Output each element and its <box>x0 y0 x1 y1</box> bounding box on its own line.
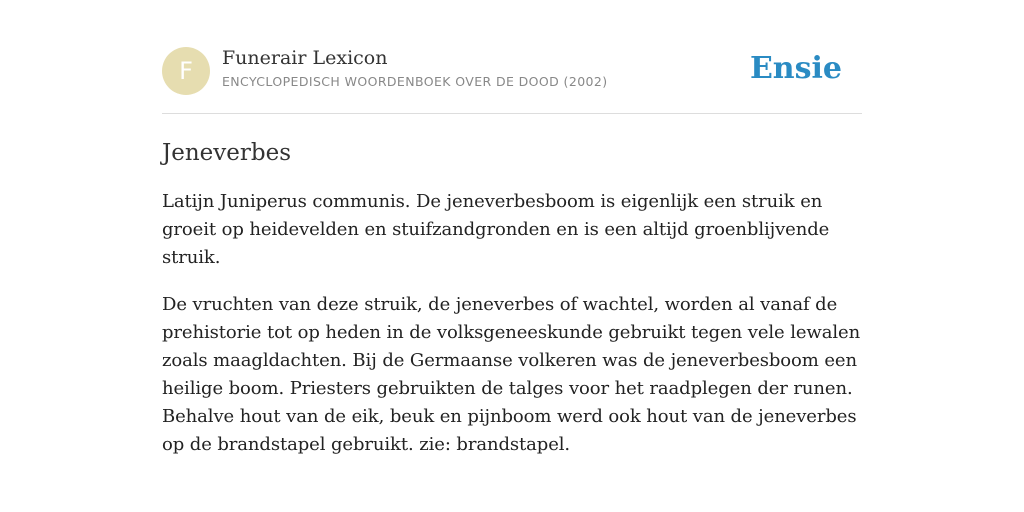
entry-paragraph: Latijn Juniperus communis. De jeneverbesboom is eigenlijk een struik en groeit op heidevelden en stuifzandgronden en is een altijd groenblijvende struik. <box>162 191 830 268</box>
entry-title: Jeneverbes <box>162 140 291 166</box>
site-title[interactable]: Funerair Lexicon <box>222 47 388 69</box>
page-container <box>162 46 862 478</box>
avatar[interactable]: F <box>162 47 210 95</box>
entry-paragraph: De vruchten van deze struik, de jeneverbes of wachtel, worden al vanaf de prehistorie tot op heden in de volksgeneeskunde gebruikt tegen vele lewalen zoals maagldachten. Bij de Germaanse volkeren was de jeneverbesboom een heilige boom. Priesters gebruikten de talges voor het raadplegen der runen. Behalve hout van de eik, beuk en pijnboom werd ook hout van de jeneverbes op de brandstapel gebruikt. zie: brandstapel. <box>162 294 861 455</box>
title-block <box>222 46 608 90</box>
header <box>162 46 862 114</box>
site-subtitle: ENCYCLOPEDISCH WOORDENBOEK OVER DE DOOD (2002) <box>222 74 608 89</box>
ensie-logo-link[interactable]: Ensie <box>749 51 842 86</box>
entry-body <box>162 188 862 459</box>
